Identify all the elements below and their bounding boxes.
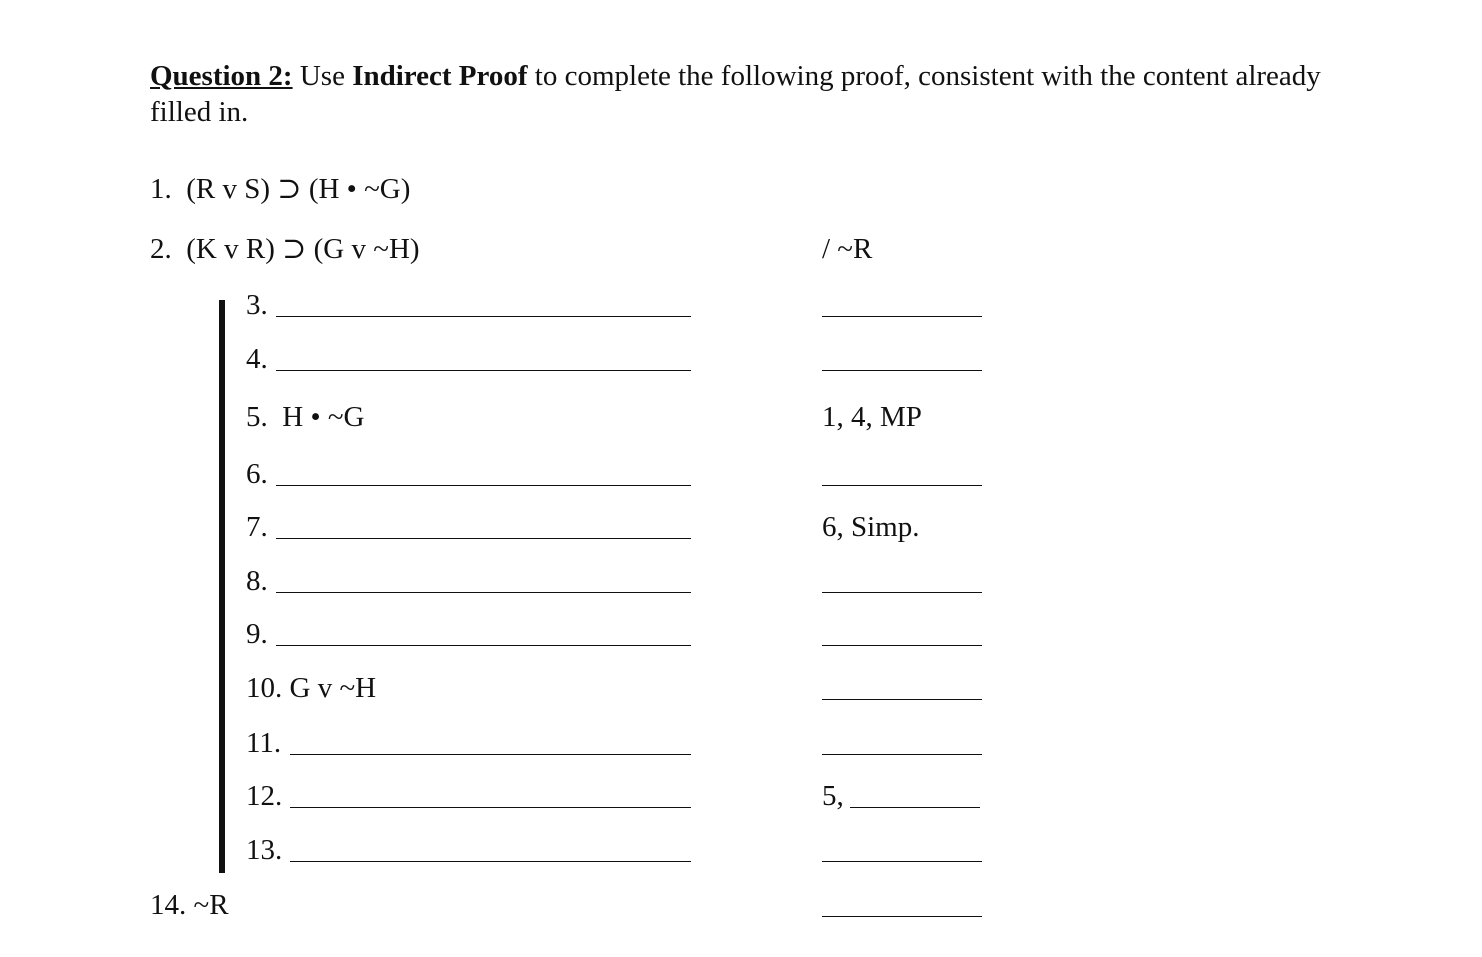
statement-blank-line-7[interactable] — [276, 538, 691, 539]
proof-line-number: 3. — [246, 289, 268, 321]
premise-statement: (K v R) ⊃ (G v ~H) — [186, 233, 420, 265]
justification-line-7: 6, Simp. — [822, 511, 920, 543]
premise-number: 2. — [150, 233, 172, 265]
statement-blank-line-12[interactable] — [290, 807, 691, 808]
premise-2 — [150, 232, 420, 266]
justification-blank-line-13[interactable] — [822, 861, 982, 862]
statement-blank-line-6[interactable] — [276, 485, 691, 486]
premise-statement: (R v S) ⊃ (H • ~G) — [186, 173, 411, 205]
final-line-number: 14. — [150, 889, 187, 921]
justification-blank-line-8[interactable] — [822, 592, 982, 593]
justification-line-5: 1, 4, MP — [822, 401, 922, 433]
justification-line-12: 5, — [822, 780, 844, 812]
premise-1 — [150, 172, 410, 206]
justification-blank-line-4[interactable] — [822, 370, 982, 371]
question-prompt — [150, 58, 1340, 130]
proof-line-number: 6. — [246, 458, 268, 490]
subproof-bar — [219, 300, 225, 873]
proof-line-number: 11. — [246, 727, 282, 759]
conclusion-target: / ~R — [822, 233, 873, 265]
justification-blank-line-12[interactable] — [850, 807, 980, 808]
statement-blank-line-8[interactable] — [276, 592, 691, 593]
statement-blank-line-11[interactable] — [290, 754, 691, 755]
question-text-part2: to complete the following proof, consistent with the content already filled in. — [150, 60, 1321, 128]
statement-blank-line-3[interactable] — [276, 316, 691, 317]
proof-line-number: 13. — [246, 834, 283, 866]
proof-line-statement: G v ~H — [289, 672, 377, 704]
justification-blank-line-14[interactable] — [822, 916, 982, 917]
statement-blank-line-9[interactable] — [276, 645, 691, 646]
proof-line-5 — [246, 400, 364, 434]
proof-line-number: 8. — [246, 565, 268, 597]
statement-blank-line-4[interactable] — [276, 370, 691, 371]
proof-line-number: 9. — [246, 618, 268, 650]
justification-blank-line-3[interactable] — [822, 316, 982, 317]
proof-line-statement: H • ~G — [282, 401, 365, 433]
final-line-statement: ~R — [193, 889, 229, 921]
question-bold-term: Indirect Proof — [352, 60, 528, 92]
premise-number: 1. — [150, 173, 172, 205]
proof-line-number: 12. — [246, 780, 283, 812]
justification-blank-line-11[interactable] — [822, 754, 982, 755]
question-label: Question 2: — [150, 60, 293, 92]
proof-line-number: 7. — [246, 511, 268, 543]
proof-line-number: 10. — [246, 672, 283, 704]
justification-blank-line-10[interactable] — [822, 699, 982, 700]
proof-line-10 — [246, 671, 376, 705]
proof-line-number: 5. — [246, 401, 268, 433]
statement-blank-line-13[interactable] — [290, 861, 691, 862]
justification-blank-line-6[interactable] — [822, 485, 982, 486]
proof-line-number: 4. — [246, 343, 268, 375]
final-line — [150, 888, 229, 922]
justification-blank-line-9[interactable] — [822, 645, 982, 646]
question-text-part1: Use — [292, 60, 353, 92]
